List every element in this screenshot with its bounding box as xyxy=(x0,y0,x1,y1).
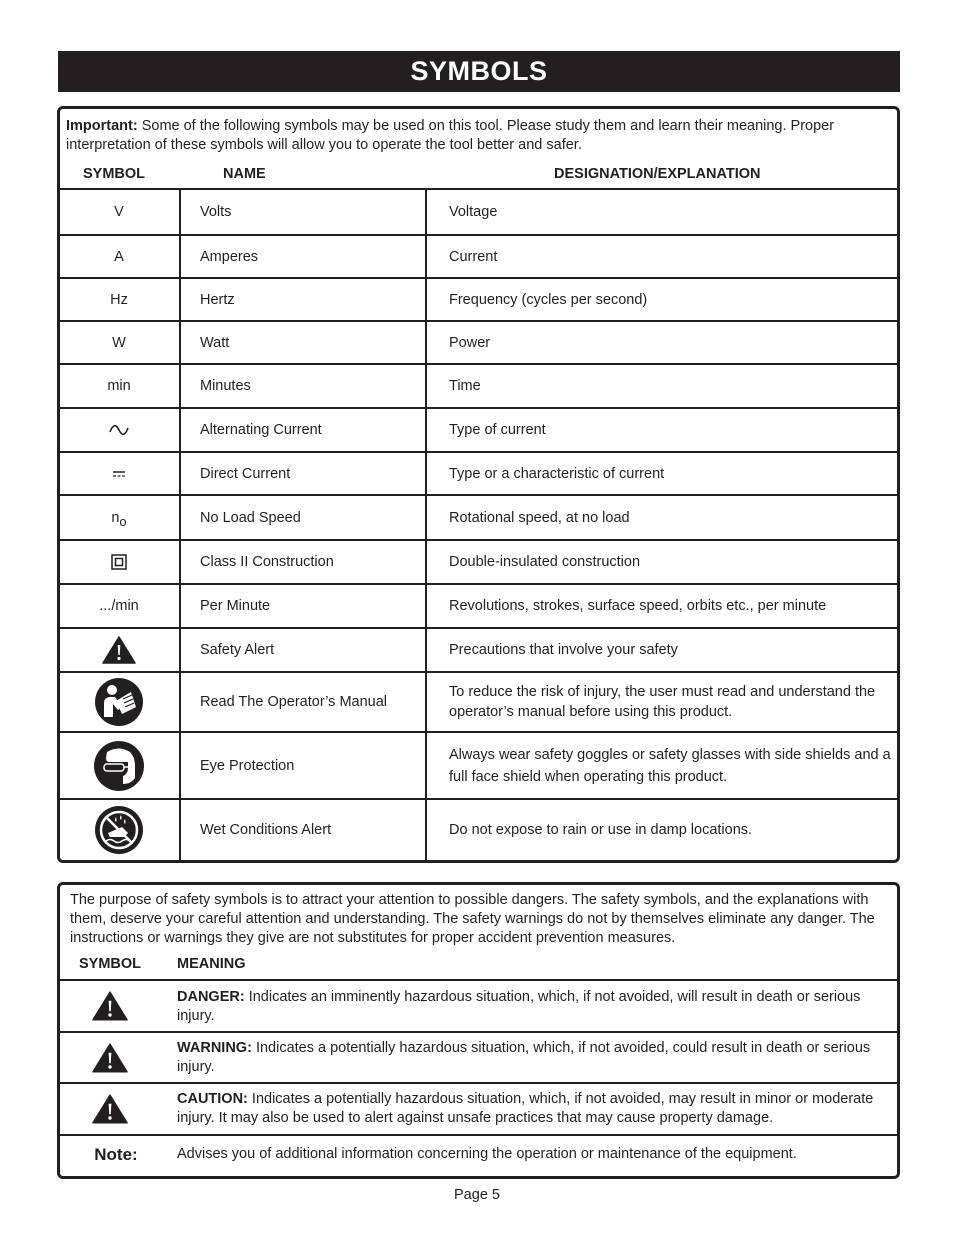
safety-symbols-box xyxy=(57,882,900,1179)
designation-cell: Type of current xyxy=(449,422,546,438)
designation-cell: Rotational speed, at no load xyxy=(449,509,630,526)
class-ii-construction-icon xyxy=(111,554,127,570)
warning-alert-icon xyxy=(92,1043,128,1073)
safety-intro: The purpose of safety symbols is to attract your attention to possible dangers. The safety symbols, and the explanations with them, deserve your careful attention and understanding. The safety warnings do not by themselves eliminate any danger. The instructions or warnings they give are not substitutes for proper accident prevention measures. xyxy=(70,892,875,946)
name-cell: Watt xyxy=(200,334,230,351)
designation-cell: Current xyxy=(449,248,498,265)
name-cell: Amperes xyxy=(200,248,259,265)
designation-cell: Time xyxy=(449,378,481,394)
caution-alert-icon xyxy=(92,1094,128,1124)
symbol-amperes: A xyxy=(114,248,124,265)
symbol-volts: V xyxy=(114,204,124,220)
name-cell: Direct Current xyxy=(200,465,291,482)
warning-meaning: WARNING: Indicates a potentially hazardous situation, which, if not avoided, could result in death or serious injury. xyxy=(177,1040,871,1075)
col-header-symbol: SYMBOL xyxy=(83,166,146,182)
danger-meaning: DANGER: Indicates an imminently hazardous situation, which, if not avoided, will result in death or serious injury. xyxy=(177,989,861,1024)
eye-protection-icon xyxy=(93,740,145,792)
symbols-table-box xyxy=(57,106,900,863)
page-title: SYMBOLS xyxy=(58,51,900,92)
name-cell: Class II Construction xyxy=(200,554,334,570)
symbols-intro: Important: Some of the following symbols may be used on this tool. Please study them and learn their meaning. Proper interpretation of these symbols will allow you to operate the tool better and safer. xyxy=(66,118,835,153)
name-cell: Volts xyxy=(200,204,232,220)
name-cell: Eye Protection xyxy=(200,757,295,774)
symbol-per-minute: .../min xyxy=(99,598,139,614)
symbol-watt: W xyxy=(112,334,126,351)
page-number: Page 5 xyxy=(454,1187,500,1203)
safety-alert-icon xyxy=(102,636,136,664)
alternating-current-icon xyxy=(108,423,130,437)
name-cell: Alternating Current xyxy=(200,422,322,438)
name-cell: Minutes xyxy=(200,378,251,394)
designation-cell: Type or a characteristic of current xyxy=(449,465,665,482)
col-header-meaning: MEANING xyxy=(177,956,246,972)
direct-current-icon xyxy=(112,469,126,479)
name-cell: Read The Operator’s Manual xyxy=(200,694,387,710)
col-header-symbol: SYMBOL xyxy=(79,956,142,972)
read-manual-icon xyxy=(94,677,144,727)
designation-cell: To reduce the risk of injury, the user must read and understand the operator’s manual before using this product. xyxy=(449,684,876,720)
col-header-name: NAME xyxy=(223,166,266,182)
danger-alert-icon xyxy=(92,991,128,1021)
name-cell: Safety Alert xyxy=(200,642,275,658)
name-cell: Per Minute xyxy=(200,598,271,614)
symbol-minutes: min xyxy=(107,378,131,394)
note-label: Note: xyxy=(94,1145,138,1164)
caution-meaning: CAUTION: Indicates a potentially hazardous situation, which, if not avoided, may result in minor or moderate injury. It may also be used to alert against unsafe practices that may cause property damage. xyxy=(177,1091,874,1126)
col-header-designation: DESIGNATION/EXPLANATION xyxy=(554,166,761,182)
designation-cell: Voltage xyxy=(449,204,498,220)
designation-cell: Power xyxy=(449,334,491,351)
wet-conditions-icon xyxy=(94,805,144,855)
symbol-hertz: Hz xyxy=(110,291,128,308)
symbol-no-load-speed: n o xyxy=(111,509,127,529)
name-cell: Wet Conditions Alert xyxy=(200,822,332,838)
designation-cell: Always wear safety goggles or safety glasses with side shields and a full face shield when operating this product. xyxy=(449,746,891,785)
designation-cell: Frequency (cycles per second) xyxy=(449,291,648,308)
designation-cell: Double-insulated construction xyxy=(449,554,641,570)
name-cell: No Load Speed xyxy=(200,509,301,526)
designation-cell: Revolutions, strokes, surface speed, orbits etc., per minute xyxy=(449,598,827,614)
designation-cell: Precautions that involve your safety xyxy=(449,642,678,658)
designation-cell: Do not expose to rain or use in damp locations. xyxy=(449,822,753,838)
name-cell: Hertz xyxy=(200,291,235,308)
note-meaning: Advises you of additional information concerning the operation or maintenance of the equipment. xyxy=(177,1146,797,1162)
